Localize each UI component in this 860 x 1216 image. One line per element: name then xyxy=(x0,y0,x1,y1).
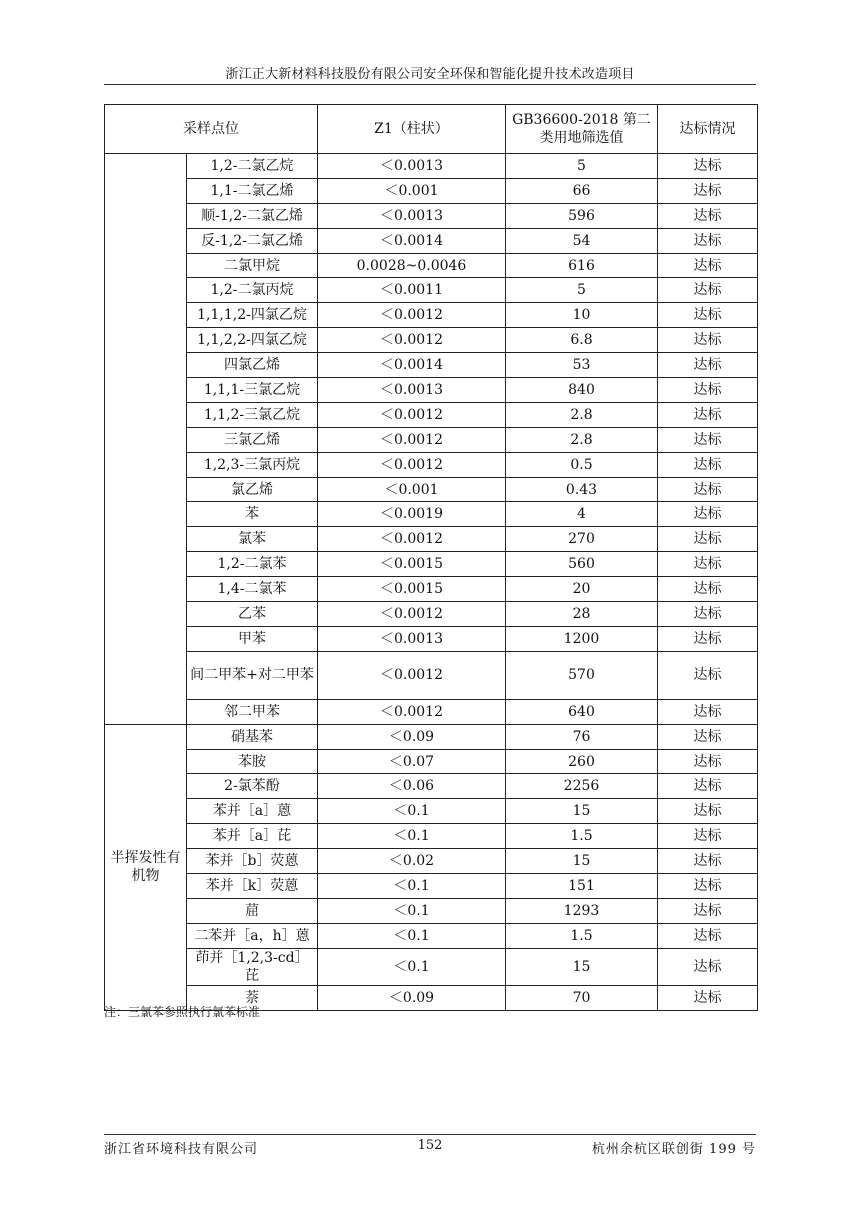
screening-value: 20 xyxy=(506,577,658,602)
compliance-status: 达标 xyxy=(658,203,758,228)
table-row xyxy=(105,774,758,799)
table-note: 注：三氯苯参照执行氯苯标准 xyxy=(104,1005,261,1019)
table-row xyxy=(105,577,758,602)
table-row xyxy=(105,602,758,627)
table-row xyxy=(105,849,758,874)
z1-value: ＜0.06 xyxy=(318,774,506,799)
screening-value: 1.5 xyxy=(506,824,658,849)
compound-name: 苯并［b］荧蒽 xyxy=(187,849,318,874)
compound-name: 1,2,3-三氯丙烷 xyxy=(187,452,318,477)
table-header-row xyxy=(105,105,758,154)
compliance-status: 达标 xyxy=(658,303,758,328)
z1-value: ＜0.001 xyxy=(318,477,506,502)
z1-value: ＜0.0013 xyxy=(318,626,506,651)
results-table xyxy=(104,104,758,1011)
screening-value: 0.5 xyxy=(506,452,658,477)
z1-value: ＜0.0015 xyxy=(318,552,506,577)
z1-value: ＜0.1 xyxy=(318,948,506,985)
z1-value: ＜0.0013 xyxy=(318,378,506,403)
z1-value: ＜0.0019 xyxy=(318,502,506,527)
z1-value: ＜0.1 xyxy=(318,824,506,849)
compliance-status: 达标 xyxy=(658,378,758,403)
compliance-status: 达标 xyxy=(658,948,758,985)
screening-value: 76 xyxy=(506,724,658,749)
table-row xyxy=(105,699,758,724)
compound-name: 氯苯 xyxy=(187,527,318,552)
compound-name: 二氯甲烷 xyxy=(187,253,318,278)
screening-value: 66 xyxy=(506,178,658,203)
screening-value: 15 xyxy=(506,948,658,985)
table-row xyxy=(105,502,758,527)
compound-name: 萘 xyxy=(187,985,318,1010)
screening-value: 840 xyxy=(506,378,658,403)
z1-value: ＜0.1 xyxy=(318,799,506,824)
compound-name: 反-1,2-二氯乙烯 xyxy=(187,228,318,253)
table-row xyxy=(105,228,758,253)
screening-value: 4 xyxy=(506,502,658,527)
table-row xyxy=(105,303,758,328)
compound-name: 苯 xyxy=(187,502,318,527)
compound-name: 1,1,2-三氯乙烷 xyxy=(187,402,318,427)
document-header-title: 浙江正大新材料科技股份有限公司安全环保和智能化提升技术改造项目 xyxy=(225,67,635,82)
page-footer xyxy=(104,1138,756,1158)
table-row xyxy=(105,203,758,228)
compliance-status: 达标 xyxy=(658,774,758,799)
screening-value: 1200 xyxy=(506,626,658,651)
table-row xyxy=(105,427,758,452)
compliance-status: 达标 xyxy=(658,253,758,278)
compliance-status: 达标 xyxy=(658,502,758,527)
compliance-status: 达标 xyxy=(658,402,758,427)
screening-value: 1.5 xyxy=(506,923,658,948)
table-row xyxy=(105,353,758,378)
compliance-status: 达标 xyxy=(658,923,758,948)
z1-value: ＜0.0014 xyxy=(318,228,506,253)
compliance-status: 达标 xyxy=(658,328,758,353)
z1-value: ＜0.0012 xyxy=(318,328,506,353)
compound-name: 氯乙烯 xyxy=(187,477,318,502)
z1-value: ＜0.0012 xyxy=(318,303,506,328)
z1-value: ＜0.0012 xyxy=(318,402,506,427)
table-row xyxy=(105,724,758,749)
compliance-status: 达标 xyxy=(658,353,758,378)
screening-value: 54 xyxy=(506,228,658,253)
screening-value: 6.8 xyxy=(506,328,658,353)
compliance-status: 达标 xyxy=(658,552,758,577)
compound-name: 顺-1,2-二氯乙烯 xyxy=(187,203,318,228)
compound-name: 䓛 xyxy=(187,898,318,923)
z1-value: ＜0.0014 xyxy=(318,353,506,378)
compliance-status: 达标 xyxy=(658,602,758,627)
screening-value: 28 xyxy=(506,602,658,627)
table-row xyxy=(105,527,758,552)
compound-name: 苯并［a］芘 xyxy=(187,824,318,849)
compound-name: 三氯乙烯 xyxy=(187,427,318,452)
compound-name: 苯并［a］蒽 xyxy=(187,799,318,824)
compliance-status: 达标 xyxy=(658,178,758,203)
z1-value: ＜0.0012 xyxy=(318,452,506,477)
compound-name: 间二甲苯+对二甲苯 xyxy=(187,651,318,699)
compound-name: 1,1,2,2-四氯乙烷 xyxy=(187,328,318,353)
compound-name: 乙苯 xyxy=(187,602,318,627)
z1-value: ＜0.07 xyxy=(318,749,506,774)
compound-name: 1,1,1-三氯乙烷 xyxy=(187,378,318,403)
header-standard: GB36600-2018 第二类用地筛选值 xyxy=(506,105,658,154)
compound-name: 甲苯 xyxy=(187,626,318,651)
compound-name: 1,2-二氯乙烷 xyxy=(187,154,318,179)
screening-value: 53 xyxy=(506,353,658,378)
screening-value: 2.8 xyxy=(506,402,658,427)
screening-value: 15 xyxy=(506,799,658,824)
table-row xyxy=(105,749,758,774)
compliance-status: 达标 xyxy=(658,278,758,303)
compound-name: 茚并［1,2,3-cd］芘 xyxy=(187,948,318,985)
z1-value: ＜0.02 xyxy=(318,849,506,874)
footer-divider xyxy=(104,1134,756,1135)
compound-name: 1,4-二氯苯 xyxy=(187,577,318,602)
table-row xyxy=(105,923,758,948)
z1-value: ＜0.0013 xyxy=(318,203,506,228)
screening-value: 1293 xyxy=(506,898,658,923)
table-row xyxy=(105,799,758,824)
table-row xyxy=(105,154,758,179)
z1-value: ＜0.09 xyxy=(318,985,506,1010)
table-row xyxy=(105,402,758,427)
compound-name: 邻二甲苯 xyxy=(187,699,318,724)
screening-value: 5 xyxy=(506,278,658,303)
screening-value: 5 xyxy=(506,154,658,179)
table-row xyxy=(105,626,758,651)
compound-name: 1,2-二氯苯 xyxy=(187,552,318,577)
compliance-status: 达标 xyxy=(658,228,758,253)
compliance-status: 达标 xyxy=(658,849,758,874)
compound-name: 2-氯苯酚 xyxy=(187,774,318,799)
footer-company: 浙江省环境科技有限公司 xyxy=(104,1142,259,1157)
compliance-status: 达标 xyxy=(658,985,758,1010)
compliance-status: 达标 xyxy=(658,699,758,724)
compliance-status: 达标 xyxy=(658,724,758,749)
compliance-status: 达标 xyxy=(658,577,758,602)
screening-value: 260 xyxy=(506,749,658,774)
table-row xyxy=(105,253,758,278)
compliance-status: 达标 xyxy=(658,874,758,899)
compound-name: 1,1,1,2-四氯乙烷 xyxy=(187,303,318,328)
compound-name: 1,1-二氯乙烯 xyxy=(187,178,318,203)
screening-value: 15 xyxy=(506,849,658,874)
compliance-status: 达标 xyxy=(658,527,758,552)
compliance-status: 达标 xyxy=(658,749,758,774)
z1-value: ＜0.1 xyxy=(318,898,506,923)
header-status: 达标情况 xyxy=(658,105,758,154)
z1-value: 0.0028~0.0046 xyxy=(318,253,506,278)
compliance-status: 达标 xyxy=(658,799,758,824)
screening-value: 10 xyxy=(506,303,658,328)
screening-value: 570 xyxy=(506,651,658,699)
table-row xyxy=(105,378,758,403)
table-row xyxy=(105,328,758,353)
screening-value: 560 xyxy=(506,552,658,577)
compliance-status: 达标 xyxy=(658,154,758,179)
z1-value: ＜0.0012 xyxy=(318,527,506,552)
table-row xyxy=(105,452,758,477)
screening-value: 0.43 xyxy=(506,477,658,502)
table-row xyxy=(105,948,758,985)
table-row xyxy=(105,278,758,303)
z1-value: ＜0.1 xyxy=(318,874,506,899)
compound-name: 1,2-二氯丙烷 xyxy=(187,278,318,303)
page-number: 152 xyxy=(417,1138,443,1153)
table-row xyxy=(105,178,758,203)
compound-name: 二苯并［a，h］蒽 xyxy=(187,923,318,948)
z1-value: ＜0.0012 xyxy=(318,651,506,699)
screening-value: 70 xyxy=(506,985,658,1010)
z1-value: ＜0.0012 xyxy=(318,427,506,452)
table-row xyxy=(105,874,758,899)
screening-value: 270 xyxy=(506,527,658,552)
compliance-status: 达标 xyxy=(658,824,758,849)
table-row xyxy=(105,898,758,923)
z1-value: ＜0.0011 xyxy=(318,278,506,303)
compliance-status: 达标 xyxy=(658,898,758,923)
compliance-status: 达标 xyxy=(658,626,758,651)
compliance-status: 达标 xyxy=(658,651,758,699)
z1-value: ＜0.09 xyxy=(318,724,506,749)
screening-value: 640 xyxy=(506,699,658,724)
z1-value: ＜0.1 xyxy=(318,923,506,948)
table-row xyxy=(105,824,758,849)
group-label xyxy=(105,154,187,725)
table-row xyxy=(105,651,758,699)
z1-value: ＜0.0013 xyxy=(318,154,506,179)
group-label: 半挥发性有机物 xyxy=(105,724,187,1010)
header-divider xyxy=(104,84,756,85)
compliance-status: 达标 xyxy=(658,452,758,477)
compliance-status: 达标 xyxy=(658,477,758,502)
header-z1: Z1（柱状） xyxy=(318,105,506,154)
table-row xyxy=(105,477,758,502)
compound-name: 硝基苯 xyxy=(187,724,318,749)
table-row xyxy=(105,552,758,577)
z1-value: ＜0.0015 xyxy=(318,577,506,602)
screening-value: 2.8 xyxy=(506,427,658,452)
screening-value: 2256 xyxy=(506,774,658,799)
z1-value: ＜0.0012 xyxy=(318,699,506,724)
table-body xyxy=(105,154,758,1011)
screening-value: 596 xyxy=(506,203,658,228)
compound-name: 苯并［k］荧蒽 xyxy=(187,874,318,899)
compound-name: 四氯乙烯 xyxy=(187,353,318,378)
header-site: 采样点位 xyxy=(105,105,318,154)
z1-value: ＜0.0012 xyxy=(318,602,506,627)
compliance-status: 达标 xyxy=(658,427,758,452)
z1-value: ＜0.001 xyxy=(318,178,506,203)
footer-address: 杭州余杭区联创街 199 号 xyxy=(591,1142,756,1157)
screening-value: 151 xyxy=(506,874,658,899)
compound-name: 苯胺 xyxy=(187,749,318,774)
screening-value: 616 xyxy=(506,253,658,278)
